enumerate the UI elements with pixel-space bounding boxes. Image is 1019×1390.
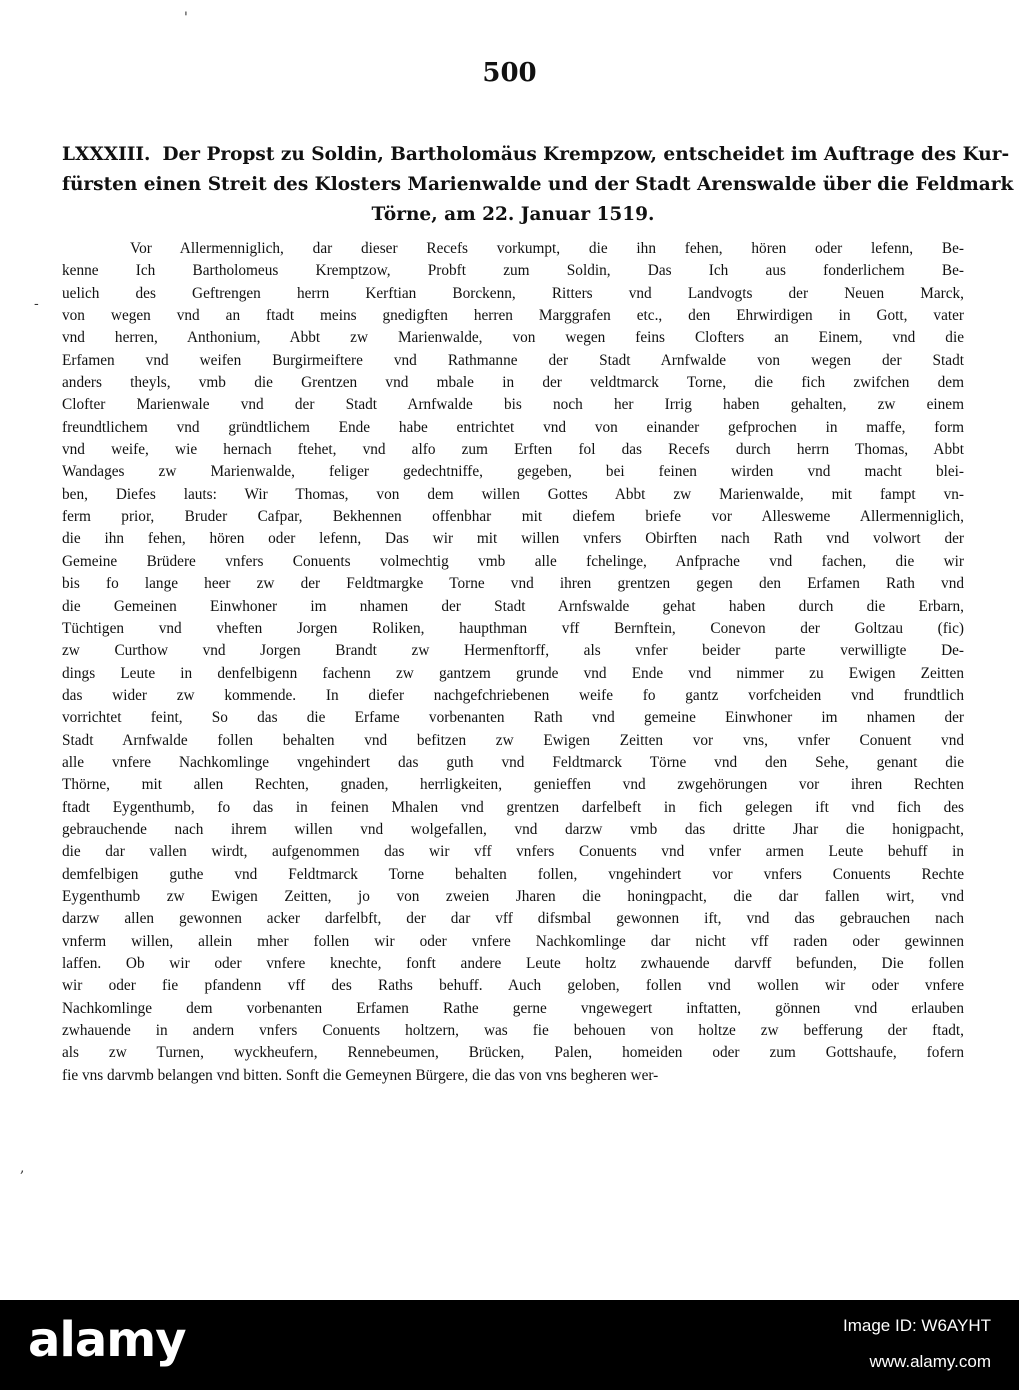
- heading-line-1: [62, 140, 1010, 170]
- body-line: wir oder fie pfandenn vff des Raths behuff. Auch geloben, follen vnd wollen wir oder vnfere: [62, 977, 964, 995]
- margin-mark: -: [34, 296, 39, 312]
- image-id-label: Image ID: W6AYHT: [843, 1316, 991, 1335]
- document-heading: [62, 140, 1014, 230]
- document-body: [62, 238, 964, 1087]
- body-line: laffen. Ob wir oder vnfere knechte, fonft andere Leute holtz zwhauende darvff befunden, Die follen: [62, 955, 964, 972]
- body-line: ben, Diefes lauts: Wir Thomas, von dem willen Gottes Abbt zw Marienwalde, mit fampt vn-: [62, 485, 964, 503]
- body-line: dings Leute in denfelbigenn fachenn zw gantzem grunde vnd Ende vnd nimmer zu Ewigen Zeitten: [62, 664, 964, 682]
- heading-numeral: LXXXIII.: [62, 144, 151, 165]
- body-line: darzw allen gewonnen acker darfelbft, der dar vff difsmbal gewonnen ift, vnd das gebrauchen nach: [62, 910, 964, 928]
- body-line: zw Curthow vnd Jorgen Brandt zw Hermenftorff, als vnfer beider parte verwilligte De-: [62, 642, 964, 660]
- body-line: die ihn fehen, hören oder lefenn, Das wir mit willen vnfers Obirften nach Rath vnd volwort der: [62, 530, 964, 548]
- body-line: Tüchtigen vnd vheften Jorgen Roliken, haupthman vff Bernftein, Conevon der Goltzau (fic): [62, 619, 964, 637]
- heading-line-3: Törne, am 22. Januar 1519.: [371, 204, 655, 225]
- heading-line-2: fürsten einen Streit des Klosters Marienwalde und der Stadt Arenswalde über die Feldmark: [62, 174, 1014, 195]
- heading-text-1: Der Propst zu Soldin, Bartholomäus Krempzow, entscheidet im Auftrage des Kur-: [162, 144, 1010, 165]
- footer-url: www.alamy.com: [869, 1352, 991, 1371]
- body-line: anders theyls, vmb die Grentzen vnd mbale in der veldtmarck Torne, die fich zwifchen dem: [62, 374, 964, 392]
- body-line: das wider zw kommende. In diefer nachgefchriebenen weife fo gantz vorfcheiden vnd frundtlich: [62, 686, 964, 704]
- body-line: ftadt Eygenthumb, fo das in feinen Mhalen vnd grentzen darfelbeft in fich gelegen ift vnd fich des: [62, 798, 964, 816]
- body-line: kenne Ich Bartholomeus Kremptzow, Probft zum Soldin, Das Ich aus fonderlichem Be-: [62, 262, 964, 280]
- alamy-logo: alamy: [28, 1312, 186, 1368]
- body-line: Vor Allermenniglich, dar dieser Recefs vorkumpt, die ihn fehen, hören oder lefenn, Be-: [130, 240, 964, 257]
- body-line: zwhauende in andern vnfers Conuents holtzern, was fie behouen von holtze zw befferung der ftadt,: [62, 1022, 964, 1040]
- body-line: Gemeine Brüdere vnfers Conuents volmechtig vmb alle fchelinge, Anfprache vnd fachen, die wir: [62, 552, 964, 570]
- body-line: vnd herren, Anthonium, Abbt zw Marienwalde, von wegen feins Clofters an Einem, vnd die: [62, 329, 964, 347]
- body-line: ferm prior, Bruder Cafpar, Bekhennen offenbhar mit diefem briefe vor Allesweme Allermenniglich,: [62, 508, 964, 526]
- body-line: alle vnfere Nachkomlinge vngehindert das guth vnd Feldtmarck Törne vnd den Sehe, genant die: [62, 753, 964, 771]
- body-line: Erfamen vnd weifen Burgirmeiftere vnd Rathmanne der Stadt Arnfwalde von wegen der Stadt: [62, 351, 964, 369]
- body-line: von wegen vnd an ftadt meins gnedigften herren Marggrafen etc., den Ehrwirdigen in Gott, vater: [62, 307, 964, 325]
- body-line: fie vns darvmb belangen vnd bitten. Sonft die Gemeynen Bürgere, die das von vns begheren wer-: [62, 1066, 659, 1084]
- body-line: als zw Turnen, wyckheufern, Rennebeumen, Brücken, Palen, homeiden oder zum Gottshaufe, fofern: [62, 1044, 964, 1062]
- margin-mark: ,: [20, 1160, 25, 1176]
- body-line: die Gemeinen Einwhoner im nhamen der Stadt Arnfswalde gehat haben durch die Erbarn,: [62, 597, 964, 615]
- body-line: Stadt Arnfwalde follen behalten vnd befitzen zw Ewigen Zeitten vor vns, vnfer Conuent vnd: [62, 731, 964, 749]
- body-line: freundtlichem vnd gründtlichem Ende habe entrichtet vnd von einander gefprochen in maffe, form: [62, 418, 964, 436]
- body-line: die dar vallen wirdt, aufgenommen das wir vff vnfers Conuents vnd vnfer armen Leute behuff in: [62, 843, 964, 861]
- body-line: bis fo lange heer zw der Feldtmargke Torne vnd ihren grentzen gegen den Erfamen Rath vnd: [62, 575, 964, 593]
- body-line: uelich des Geftrengen herrn Kerftian Borckenn, Ritters vnd Landvogts der Neuen Marck,: [62, 284, 964, 302]
- page-number: 500: [482, 58, 537, 88]
- body-line: Clofter Marienwale vnd der Stadt Arnfwalde bis noch her Irrig haben gehalten, zw einem: [62, 396, 964, 414]
- body-line: vorrichtet feint, So das die Erfame vorbenanten Rath vnd gemeine Einwhoner im nhamen der: [62, 709, 964, 727]
- body-line: vnd weife, wie hernach ftehet, vnd alfo zum Erften fol das Recefs durch herrn Thomas, Abbt: [62, 441, 964, 459]
- body-line: Nachkomlinge dem vorbenanten Erfamen Rathe gerne vngewegert inftatten, gönnen vnd erlauben: [62, 999, 964, 1017]
- body-line: Wandages zw Marienwalde, feliger gedechtniffe, gegeben, bei feinen wirden vnd macht blei-: [62, 463, 964, 481]
- body-line: vnferm willen, allein mher follen wir oder vnfere Nachkomlinge dar nicht vff raden oder gewinnen: [62, 932, 964, 950]
- margin-mark: ': [184, 10, 188, 26]
- stock-footer: [0, 1300, 1019, 1390]
- body-line: demfelbigen guthe vnd Feldtmarck Torne behalten follen, vngehindert vor vnfers Conuents Rechte: [62, 865, 964, 883]
- body-line: Thörne, mit allen Rechten, gnaden, herrligkeiten, genieffen vnd zwgehörungen vor ihren Rechten: [62, 776, 964, 794]
- body-line: Eygenthumb zw Ewigen Zeitten, jo von zweien Jharen die honingpacht, die dar fallen wirt, vnd: [62, 887, 964, 905]
- body-line: gebrauchende nach ihrem willen vnd wolgefallen, vnd darzw vmb das dritte Jhar die honigpacht,: [62, 820, 964, 838]
